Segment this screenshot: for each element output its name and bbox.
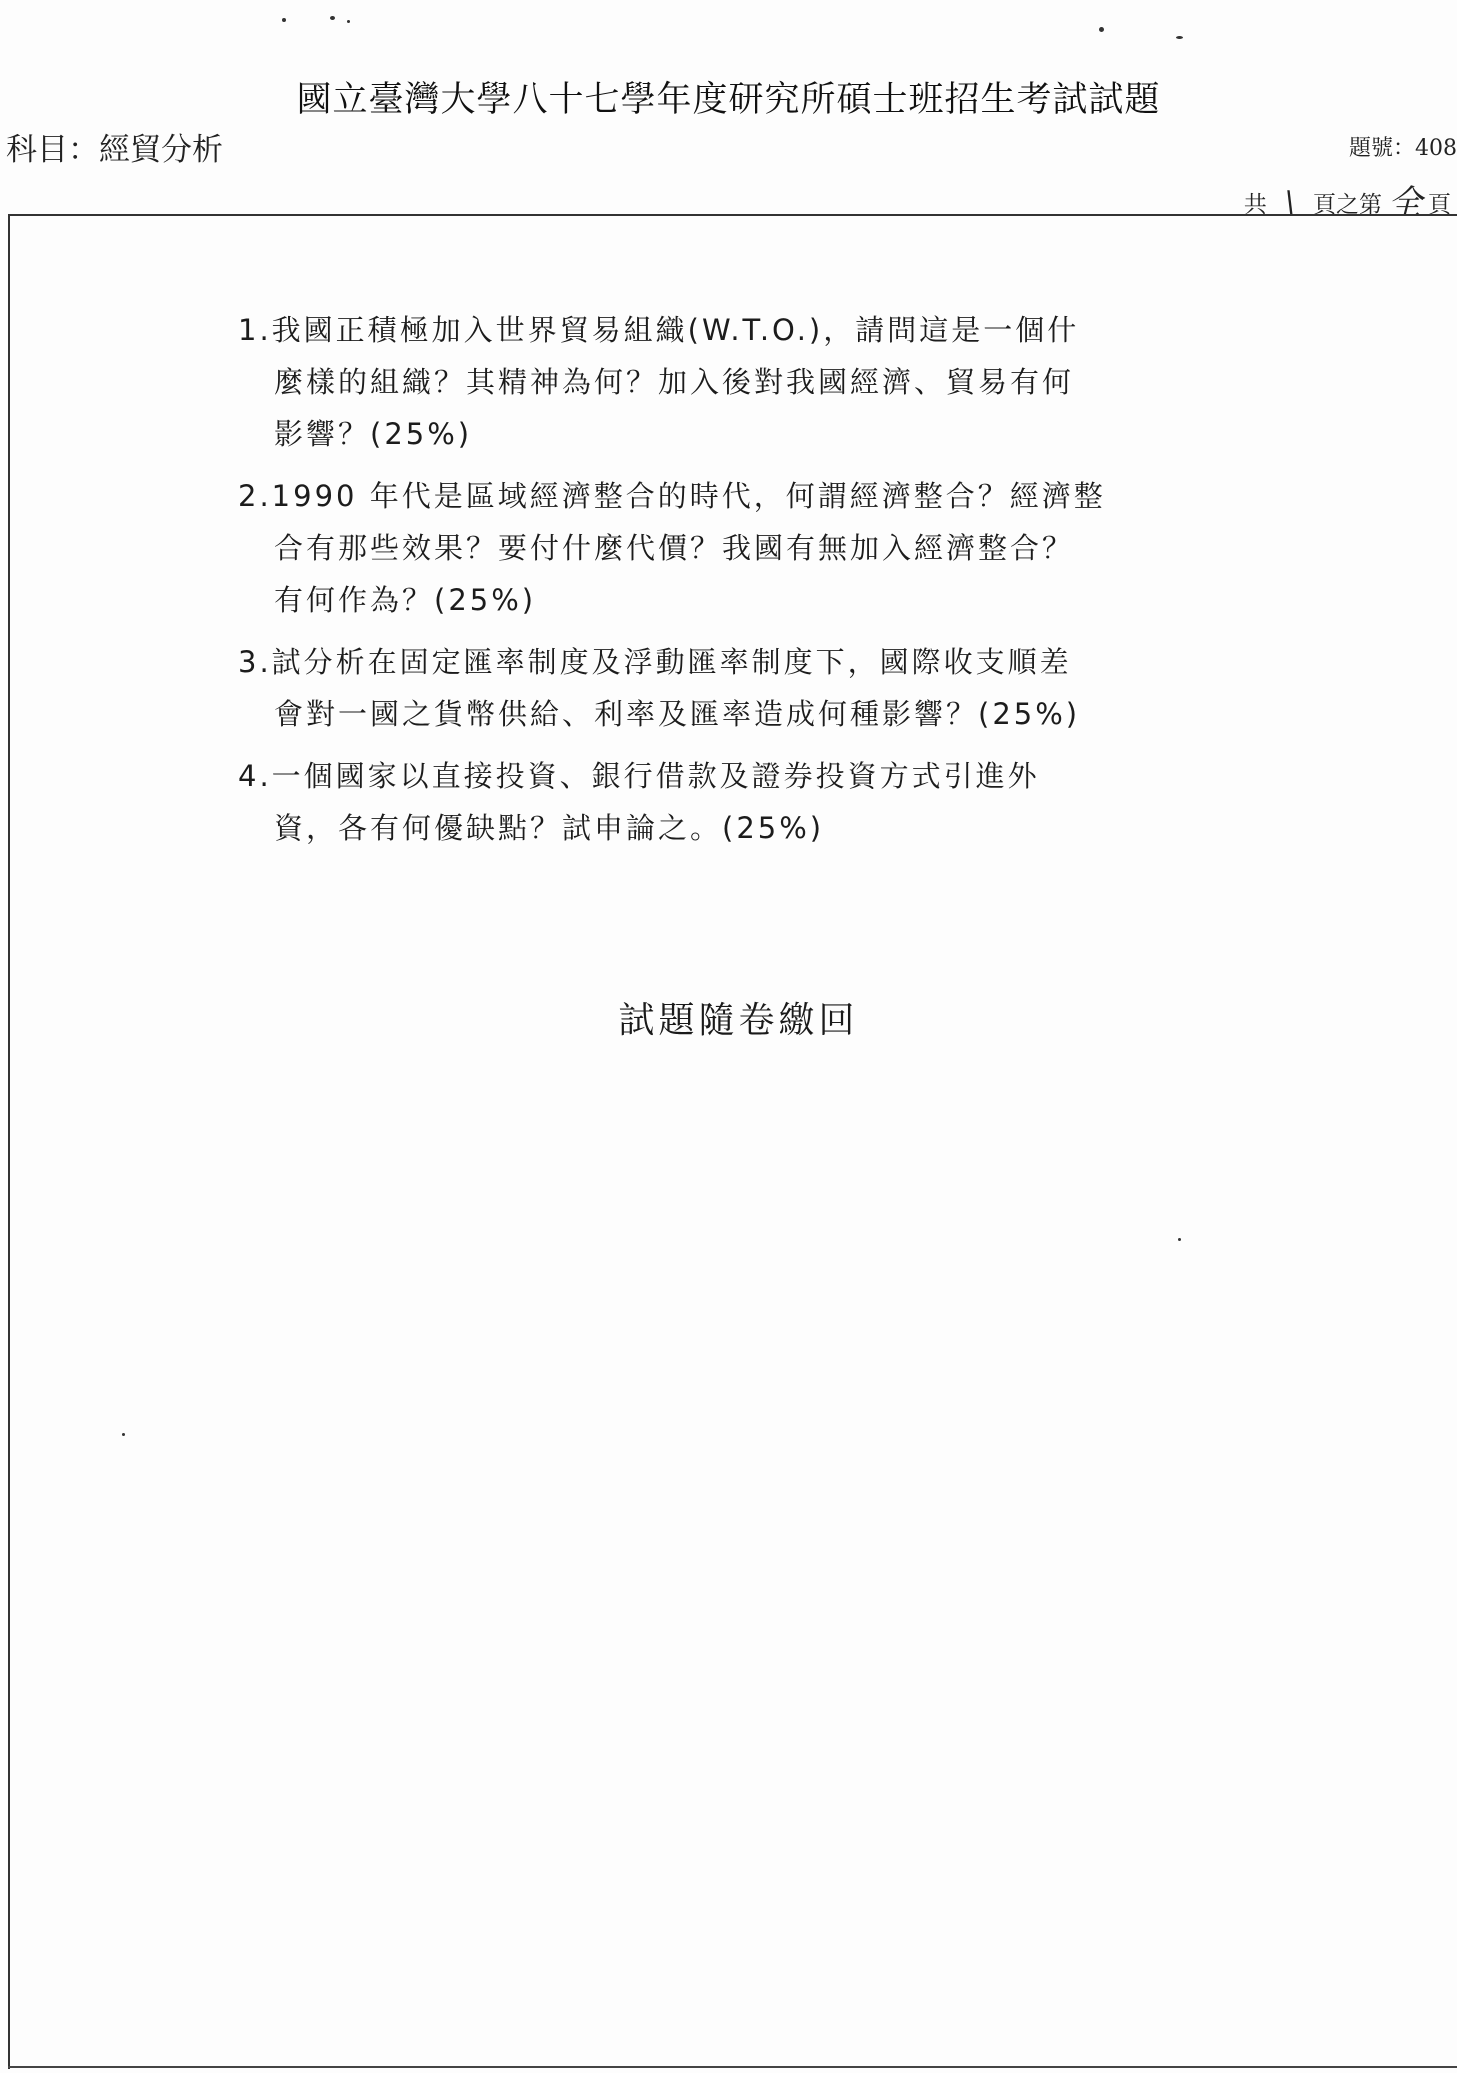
scan-speck [282,18,286,22]
subject-label: 科目：經貿分析 [6,132,223,168]
question-line: 4.一個國家以直接投資、銀行借款及證券投資方式引進外 [238,759,1040,793]
question-number: 題號：408 [1349,136,1457,161]
question-item [238,750,1158,854]
scan-speck [330,16,335,20]
question-item [238,636,1158,740]
page-middle-text: 頁之第 [1313,192,1382,218]
question-line: 3.試分析在固定匯率制度及浮動匯率制度下，國際收支順差 [238,645,1072,679]
page-suffix: 頁 [1428,192,1451,218]
question-line: 影響？(25%) [274,417,473,451]
question-list [238,304,1158,864]
question-line: 會對一國之貨幣供給、利率及匯率造成何種影響？(25%) [274,697,1081,731]
scan-speck [1176,36,1183,39]
question-line: 資，各有何優缺點？試申論之。(25%) [274,811,825,845]
scan-speck [347,20,350,23]
page-current-value: 全 [1388,183,1422,223]
exam-title: 國立臺灣大學八十七學年度研究所碩士班招生考試試題 [296,80,1161,120]
frame-bottom-rule [8,2066,1457,2068]
scan-speck [1099,27,1104,32]
question-line: 1.我國正積極加入世界貿易組織(W.T.O.)，請問這是一個什 [238,313,1080,347]
question-line: 合有那些效果？要付什麼代價？我國有無加入經濟整合？ [274,531,1075,565]
question-item [238,470,1158,626]
return-exam-note: 試題隨卷繳回 [618,1000,859,1041]
page-total-value: \ [1284,185,1295,220]
question-line: 2.1990 年代是區域經濟整合的時代，何謂經濟整合？經濟整 [238,479,1106,513]
question-line: 有何作為？(25%) [274,583,537,617]
page-total-prefix: 共 [1243,192,1267,218]
question-line: 麼樣的組織？其精神為何？加入後對我國經濟、貿易有何 [274,365,1075,399]
question-item [238,304,1158,460]
